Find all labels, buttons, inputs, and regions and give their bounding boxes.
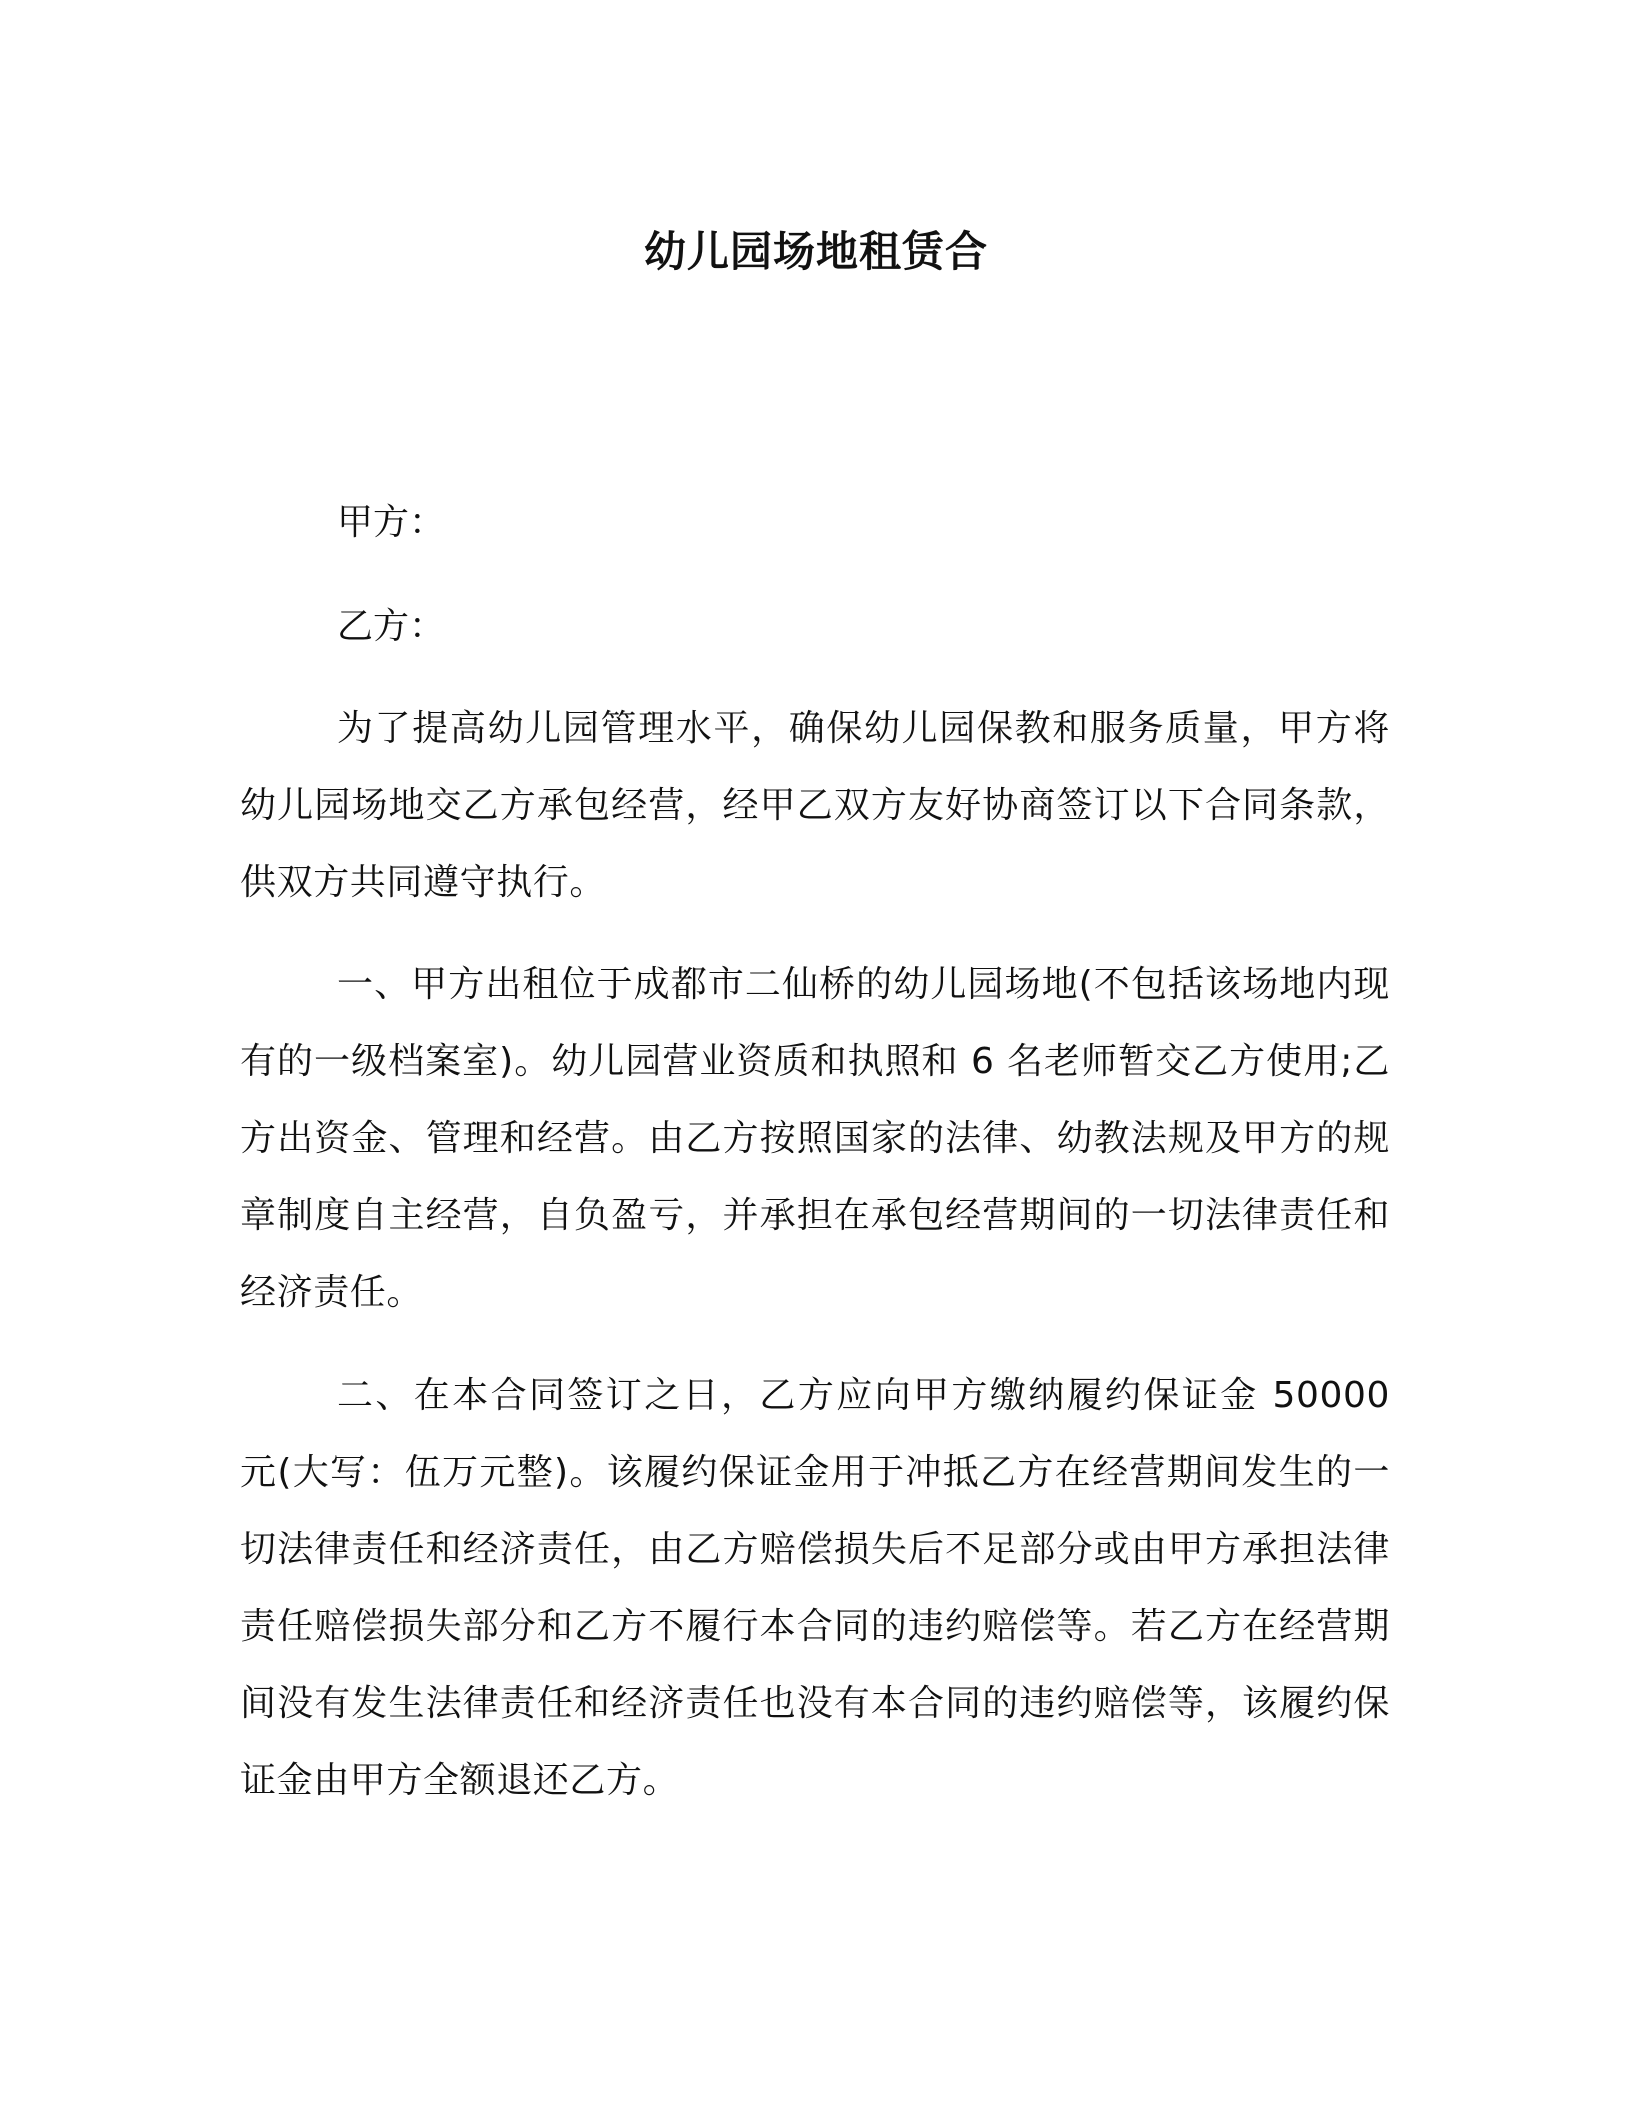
party-a-label: 甲方： (337, 502, 446, 543)
party-b-label: 乙方： (337, 606, 446, 647)
intro-paragraph: 为了提高幼儿园管理水平，确保幼儿园保教和服务质量，甲方将幼儿园场地交乙方承包经营，经甲乙双方友好协商签订以下合同条款，供双方共同遵守执行。 (240, 708, 1390, 903)
document-title: 幼儿园场地租赁合 (643, 227, 988, 276)
clause-2-paragraph: 二、在本合同签订之日，乙方应向甲方缴纳履约保证金 50000 元(大写：伍万元整)。该履约保证金用于冲抵乙方在经营期间发生的一切法律责任和经济责任，由乙方赔偿损失后不足部分或由甲方承担法律责任赔偿损失部分和乙方不履行本合同的违约赔偿等。若乙方在经营期间没有发生法律责任和经济责任也没有本合同的违约赔偿等，该履约保证金由甲方全额退还乙方。 (240, 1375, 1390, 1801)
clause-1-paragraph: 一、甲方出租位于成都市二仙桥的幼儿园场地(不包括该场地内现有的一级档案室)。幼儿园营业资质和执照和 6 名老师暂交乙方使用;乙方出资金、管理和经营。由乙方按照国家的法律、幼教法规及甲方的规章制度自主经营，自负盈亏，并承担在承包经营期间的一切法律责任和经济责任。 (240, 964, 1390, 1313)
